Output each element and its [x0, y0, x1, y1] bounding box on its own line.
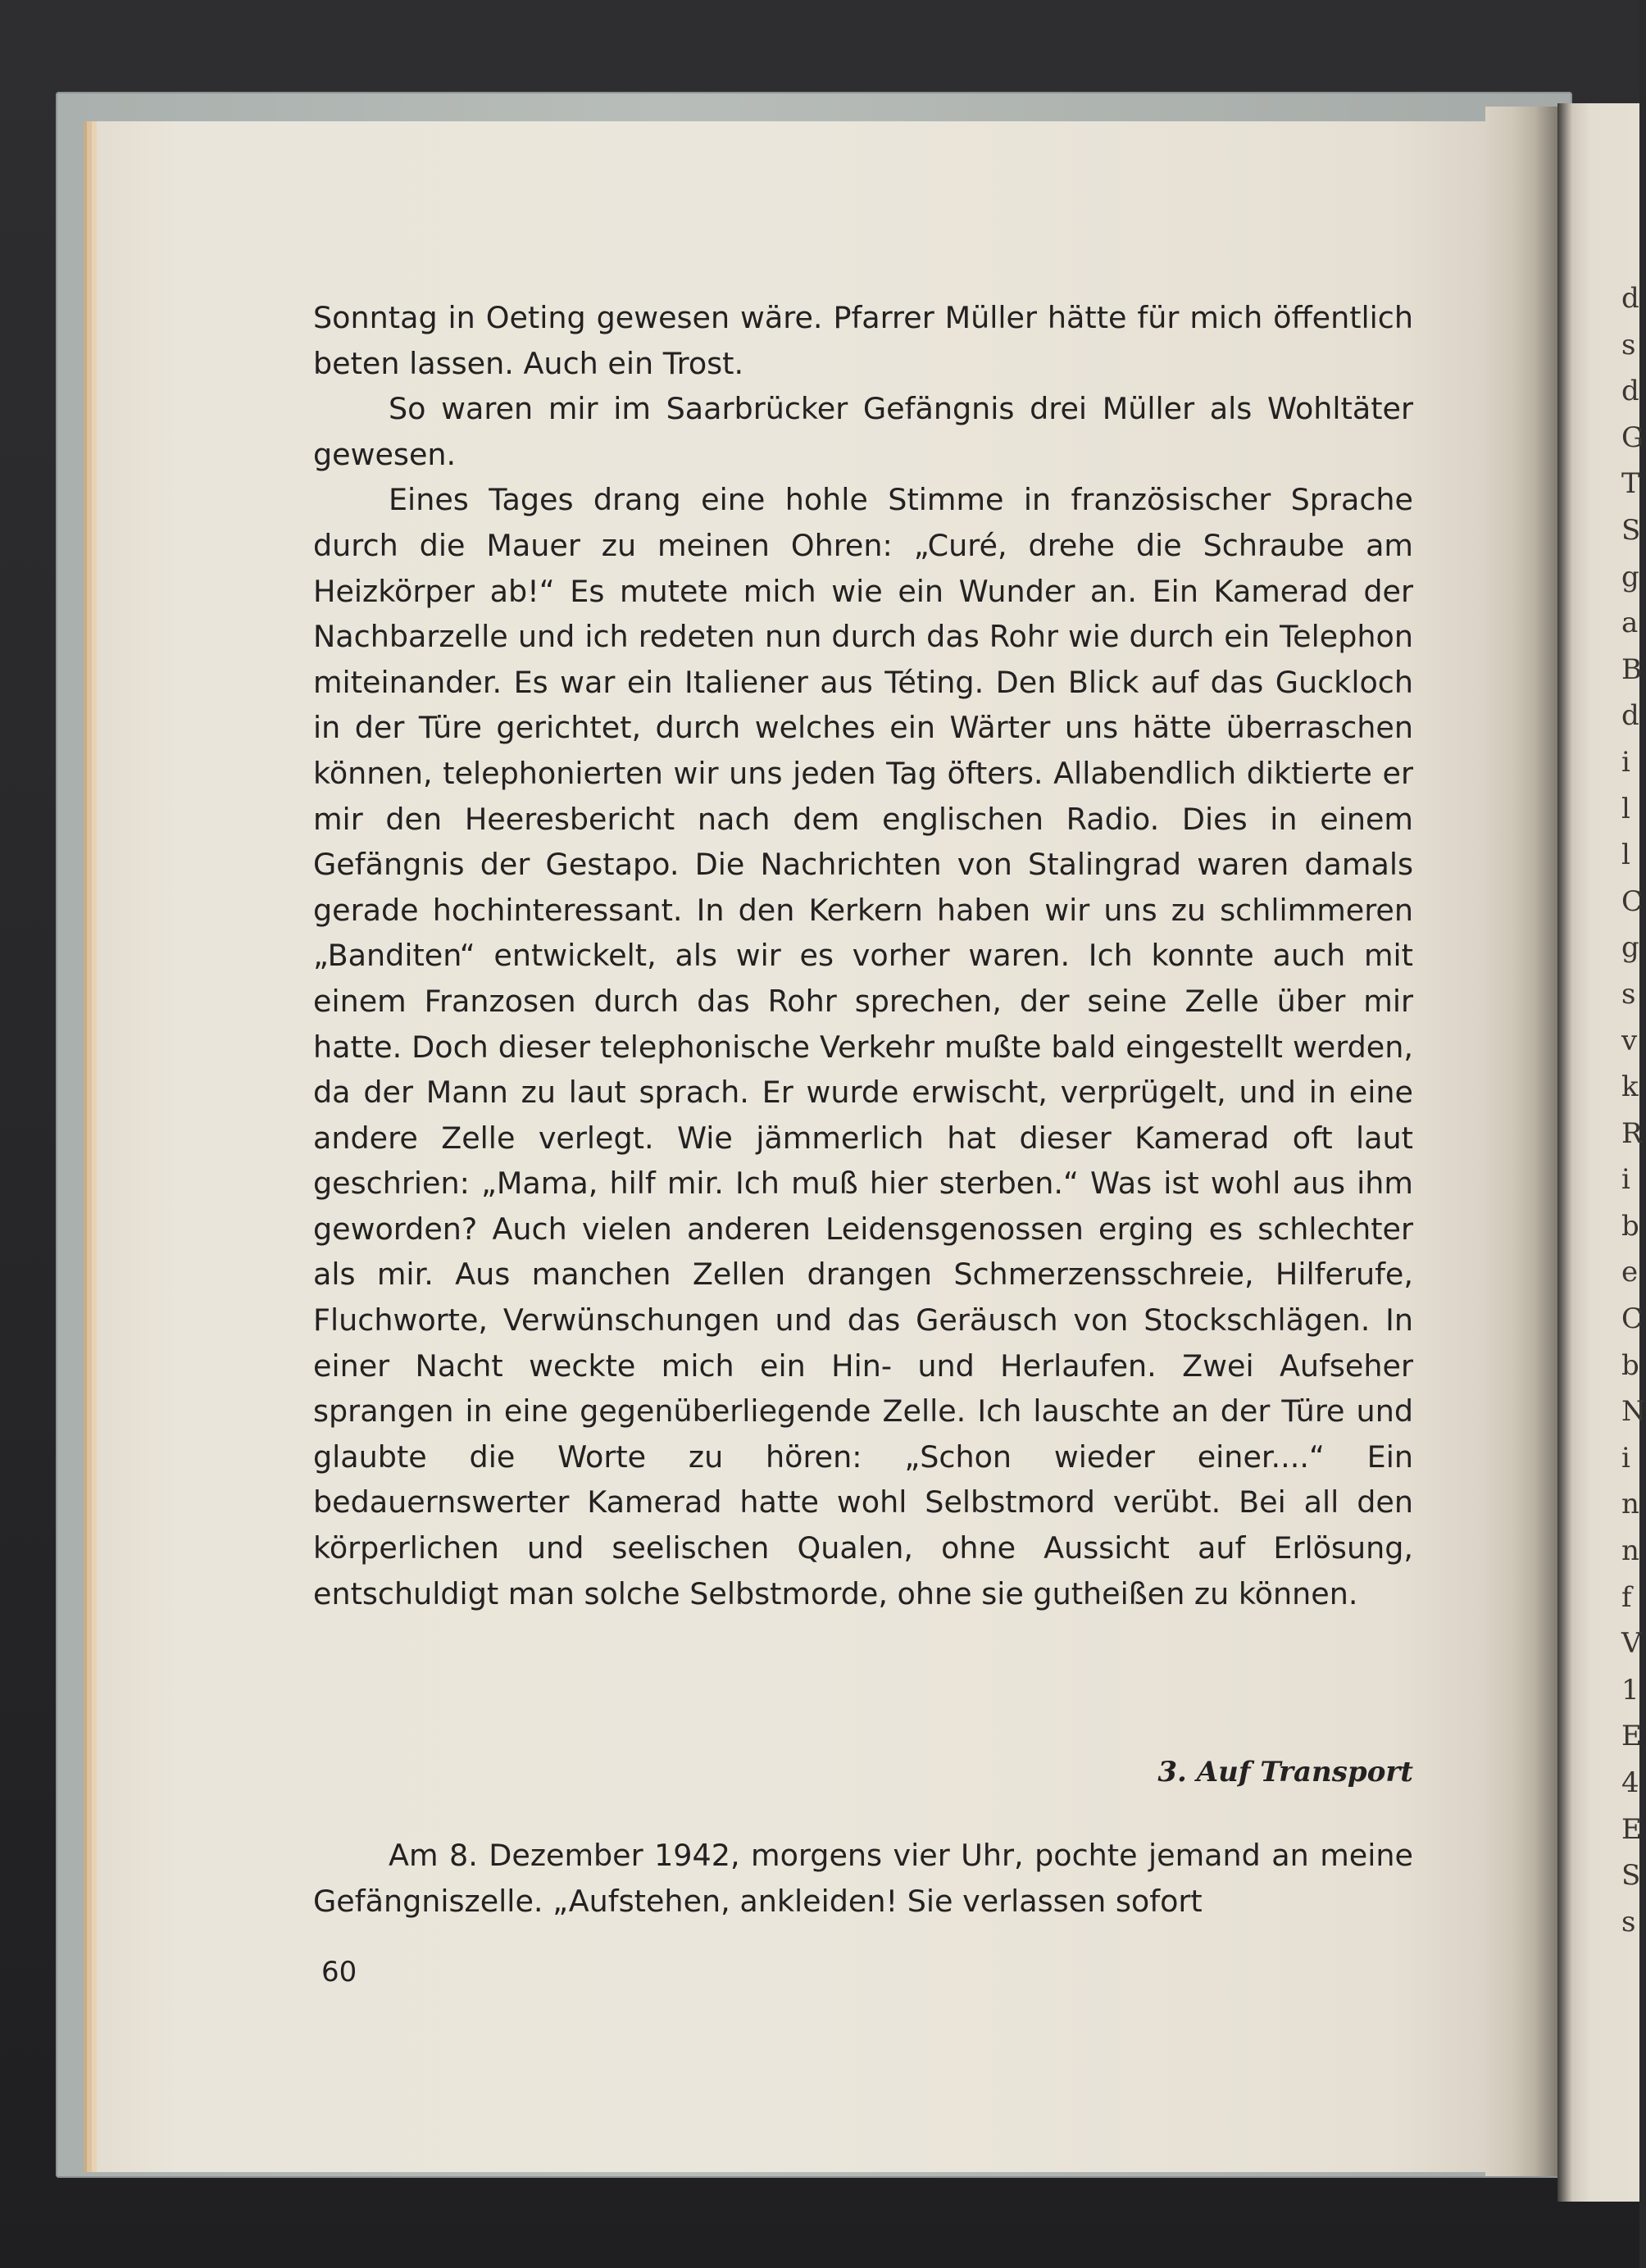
next-page-text-fragments	[1621, 275, 1646, 1945]
section-text-block	[313, 1833, 1413, 1924]
next-page-fragment: C	[1621, 884, 1644, 918]
next-page-fragment: b	[1621, 1348, 1639, 1382]
next-page-fragment: S	[1621, 1859, 1641, 1893]
next-page-fragment: S	[1621, 513, 1641, 547]
next-page-fragment: 4	[1621, 1766, 1639, 1799]
next-page-fragment: d	[1621, 282, 1639, 315]
next-page-fragment: n	[1621, 1534, 1639, 1568]
next-page-fragment: k	[1621, 1070, 1639, 1104]
next-page-fragment: a	[1621, 607, 1639, 640]
next-page-fragment: i	[1621, 1163, 1630, 1197]
next-page-fragment: V	[1621, 1627, 1642, 1661]
paragraph-2: So waren mir im Saarbrücker Gefängnis drei Müller als Wohltäter gewesen.	[313, 391, 1413, 472]
next-page-fragment: T	[1621, 467, 1640, 501]
next-page-fragment: l	[1621, 839, 1630, 872]
next-page-fragment: l	[1621, 792, 1630, 825]
next-page-fragment: f	[1621, 1580, 1632, 1614]
next-page-fragment: b	[1621, 1209, 1639, 1243]
next-page-fragment: G	[1621, 420, 1644, 454]
next-page-fragment: B	[1621, 652, 1642, 686]
next-page-fragment: g	[1621, 931, 1639, 965]
next-page-fragment: d	[1621, 375, 1639, 408]
main-text-block	[313, 295, 1413, 1616]
page-number: 60	[321, 1956, 357, 1988]
next-page-fragment: v	[1621, 1024, 1638, 1057]
next-page-fragment: E	[1621, 1812, 1642, 1846]
paragraph-1: Sonntag in Oeting gewesen wäre. Pfarrer Müller hätte für mich öffentlich beten lassen. Auch ein Trost.	[313, 300, 1413, 381]
next-page-fragment: i	[1621, 1441, 1630, 1475]
section-heading: 3. Auf Transport	[1157, 1756, 1413, 1788]
next-page-fragment: E	[1621, 1720, 1642, 1753]
next-page-fragment: e	[1621, 1256, 1639, 1289]
next-page-fragment: g	[1621, 560, 1639, 593]
next-page-fragment: N	[1621, 1395, 1646, 1429]
next-page-fragment: n	[1621, 1488, 1639, 1521]
next-page-fragment: C	[1621, 1302, 1644, 1336]
section-paragraph: Am 8. Dezember 1942, morgens vier Uhr, pochte jemand an meine Gefängniszelle. „Aufstehen, ankleiden! Sie verlassen sofort	[313, 1838, 1413, 1919]
next-page-fragment: 1	[1621, 1673, 1639, 1707]
next-page-fragment: s	[1621, 977, 1636, 1011]
next-page-fragment: d	[1621, 699, 1639, 733]
next-page-fragment: i	[1621, 745, 1630, 779]
paragraph-3: Eines Tages drang eine hohle Stimme in französischer Sprache durch die Mauer zu meinen Ohren: „Curé, drehe die Schraube am Heizkörper ab!“ Es mutete mich wie ein Wunder an. Ein Kamerad der Nachbarzelle und ich redeten nun durch das Rohr wie durch ein Telephon miteinander. Es war ein Italiener aus Téting. Den Blick auf das Guckloch in der Türe gerichtet, durch welches ein Wärter uns hätte überraschen können, telephonierten wir uns jeden Tag öfters. Allabendlich diktierte er mir den Heeresbericht nach dem englischen Radio. Dies in einem Gefängnis der Gestapo. Die Nachrichten von Stalingrad waren damals gerade hochinteressant. In den Kerkern haben wir uns zu schlimmeren „Banditen“ entwickelt, als wir es vorher waren. Ich konnte auch mit einem Franzosen durch das Rohr sprechen, der seine Zelle über mir hatte. Doch dieser telephonische Verkehr mußte bald eingestellt werden, da der Mann zu laut sprach. Er wurde erwischt, verprügelt, und in eine andere Zelle verlegt. Wie jämmerlich hat dieser Kamerad oft laut geschrien: „Mama, hilf mir. Ich muß hier sterben.“ Was ist wohl aus ihm geworden? Auch vielen anderen Leidensgenossen erging es schlechter als mir. Aus manchen Zellen drangen Schmerzensschreie, Hilferufe, Fluchworte, Verwünschungen und das Geräusch von Stockschlägen. In einer Nacht weckte mich ein Hin- und Herlaufen. Zwei Aufseher sprangen in eine gegenüberliegende Zelle. Ich lauschte an der Türe und glaubte die Worte zu hören: „Schon wieder einer....“ Ein bedauernswerter Kamerad hatte wohl Selbstmord verübt. Bei all den körperlichen und seelischen Qualen, ohne Aussicht auf Erlösung, entschuldigt man solche Selbstmorde, ohne sie gutheißen zu können.	[313, 482, 1413, 1611]
next-page-fragment: R	[1621, 1116, 1643, 1150]
next-page-fragment: s	[1621, 1905, 1636, 1938]
next-page-fragment: s	[1621, 328, 1636, 361]
